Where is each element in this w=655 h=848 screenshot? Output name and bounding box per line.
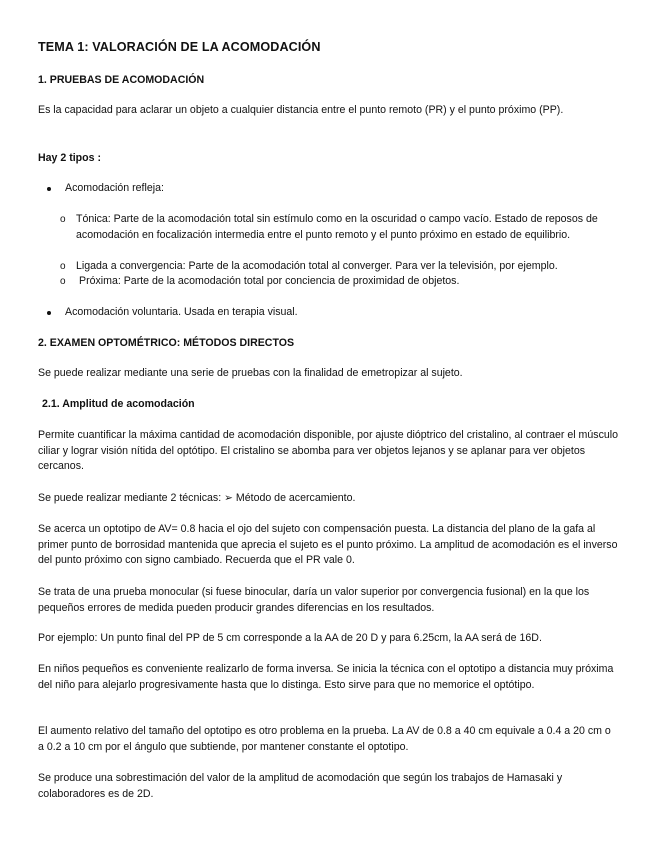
section-2-intro: Se puede realizar mediante una serie de pruebas con la finalidad de emetropizar al sujeto.	[38, 367, 463, 379]
paragraph: Se puede realizar mediante 2 técnicas: ➢ Método de acercamiento.	[38, 492, 356, 504]
paragraph: Permite cuantificar la máxima cantidad de acomodación disponible, por ajuste dióptrico del cristalino, al contraer el músculo ciliar y lograr visión nítida del optótipo. El cristalino se abomba para ver objetos lejanos y se aplanar para ver objetos cercanos.	[38, 429, 619, 472]
bullet-icon	[47, 187, 51, 191]
paragraph: El aumento relativo del tamaño del optotipo es otro problema en la prueba. La AV de 0.8 a 40 cm equivale a 0.4 a 20 cm o a 0.2 a 10 cm por el ángulo que subtiende, por mantener constante el optotipo.	[38, 725, 611, 753]
paragraph: Por ejemplo: Un punto final del PP de 5 cm corresponde a la AA de 20 D y para 6.25cm, la AA será de 16D.	[38, 632, 542, 644]
paragraph: En niños pequeños es conveniente realizarlo de forma inversa. Se inicia la técnica con el optotipo a distancia muy próxima del niño para alejarlo progresivamente hasta que lo distinga. Esto sirve para que no memorice el optótipo.	[38, 663, 614, 691]
circle-bullet-icon: o	[60, 214, 66, 225]
subsection-2-1-heading: 2.1. Amplitud de acomodación	[42, 398, 195, 410]
document-title: TEMA 1: VALORACIÓN DE LA ACOMODACIÓN	[38, 40, 321, 54]
circle-bullet-icon: o	[60, 261, 66, 272]
paragraph: Se trata de una prueba monocular (si fuese binocular, daría un valor superior por convergencia fusional) en la que los pequeños errores de medida pueden producir grandes diferencias en los resultados.	[38, 586, 590, 614]
section-1-heading: 1. PRUEBAS DE ACOMODACIÓN	[38, 74, 205, 86]
bullet-icon	[47, 311, 51, 315]
sub-list-item-text: Próxima: Parte de la acomodación total por conciencia de proximidad de objetos.	[79, 275, 460, 287]
paragraph: Se acerca un optotipo de AV= 0.8 hacia el ojo del sujeto con compensación puesta. La distancia del plano de la gafa al primer punto de borrosidad mantenida que aprecia el sujeto es el punto próximo. La amplitud de acomodación es el inverso del punto próximo con signo cambiado. Recuerda que el PR vale 0.	[38, 523, 618, 566]
sub-list-item-text: Ligada a convergencia: Parte de la acomodación total al converger. Para ver la televisión, por ejemplo.	[76, 260, 558, 272]
sub-list-item-text: Tónica: Parte de la acomodación total sin estímulo como en la oscuridad o campo vacío. Estado de reposos de acomodación en focalización intermedia entre el punto remoto y el punto próximo en estado de equilibrio.	[76, 213, 598, 241]
list-item-label: Acomodación voluntaria. Usada en terapia visual.	[65, 306, 298, 318]
section-2-heading: 2. EXAMEN OPTOMÉTRICO: MÉTODOS DIRECTOS	[38, 337, 295, 349]
paragraph: Se produce una sobrestimación del valor de la amplitud de acomodación que según los trabajos de Hamasaki y colaboradores es de 2D.	[38, 772, 563, 800]
section-1-intro: Es la capacidad para aclarar un objeto a cualquier distancia entre el punto remoto (PR) y el punto próximo (PP).	[38, 104, 564, 116]
circle-bullet-icon: o	[60, 276, 66, 287]
list-item-label: Acomodación refleja:	[65, 182, 164, 194]
types-label: Hay 2 tipos :	[38, 152, 101, 164]
